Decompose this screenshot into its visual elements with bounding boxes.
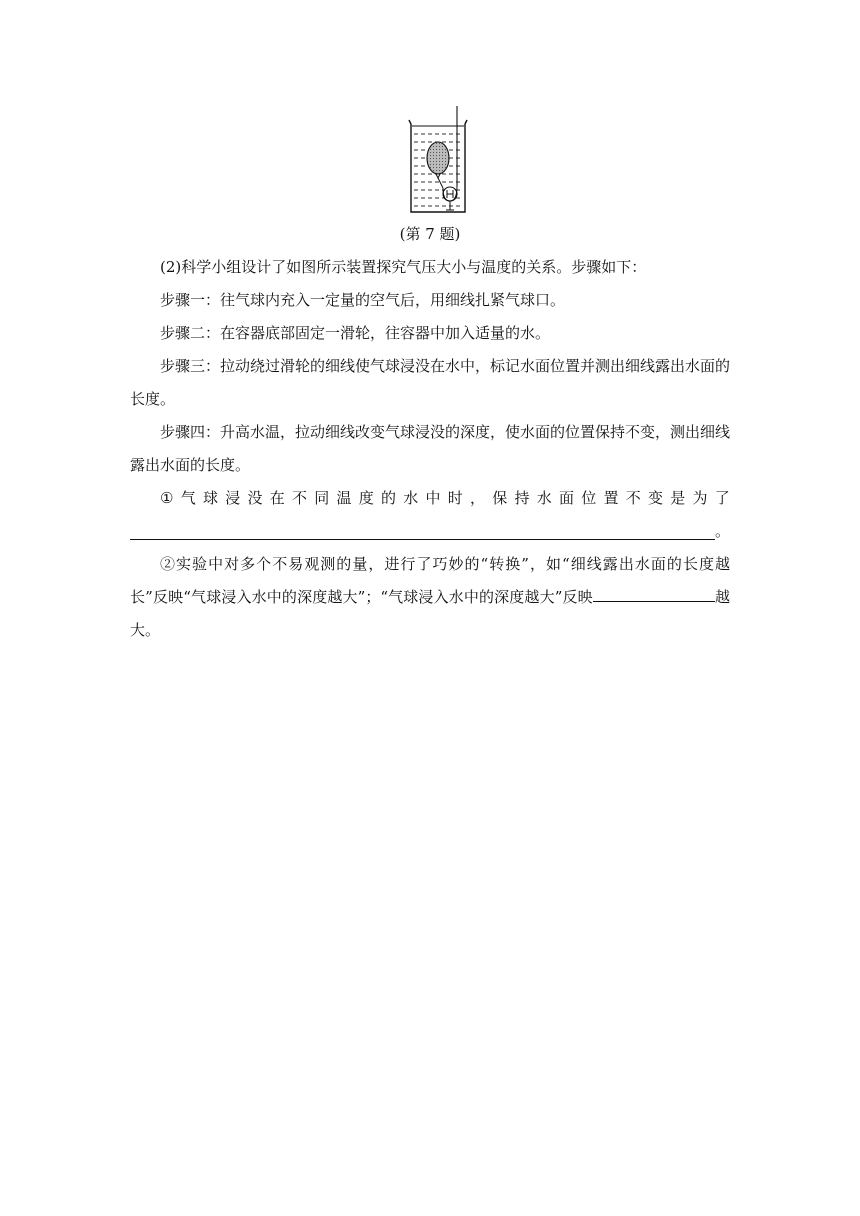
balloon xyxy=(427,142,449,174)
balloon-string xyxy=(438,178,443,188)
step-1: 步骤一：往气球内充入一定量的空气后，用细线扎紧气球口。 xyxy=(160,291,566,309)
pulley-mount xyxy=(446,201,454,210)
step-2: 步骤二：在容器底部固定一滑轮，往容器中加入适量的水。 xyxy=(160,324,551,342)
answer-blank-1[interactable] xyxy=(130,519,715,540)
question-intro: (2)科学小组设计了如图所示装置探究气压大小与温度的关系。步骤如下： xyxy=(160,258,647,276)
sub-question-1-line: ① 气 球 浸 没 在 不 同 温 度 的 水 中 时 ， 保 持 水 面 位 置 不 变 是 为 了 xyxy=(160,489,730,507)
step-4: 步骤四：升高水温，拉动细线改变气球浸没的深度，使水面的位置保持不变，测出细线露出水面的长度。 xyxy=(130,423,731,474)
sub-question-2: ②实验中对多个不易观测的量，进行了巧妙的“转换”，如“细线露出水面的长度越长”反映“气球浸入水中的深度越大”；“气球浸入水中的深度越大”反映 越大。 xyxy=(130,555,730,639)
question-body xyxy=(130,251,730,647)
figure-caption: (第 7 题) xyxy=(399,225,461,243)
answer-blank-1-line: 。 xyxy=(130,515,730,548)
balloon-pulley-apparatus-figure xyxy=(405,106,475,216)
beaker-diagram xyxy=(405,106,475,216)
answer-blank-2[interactable] xyxy=(593,583,715,602)
balloon-neck xyxy=(436,174,440,178)
step-3: 步骤三：拉动绕过滑轮的细线使气球浸没在水中，标记水面位置并测出细线露出水面的长度。 xyxy=(130,357,731,408)
